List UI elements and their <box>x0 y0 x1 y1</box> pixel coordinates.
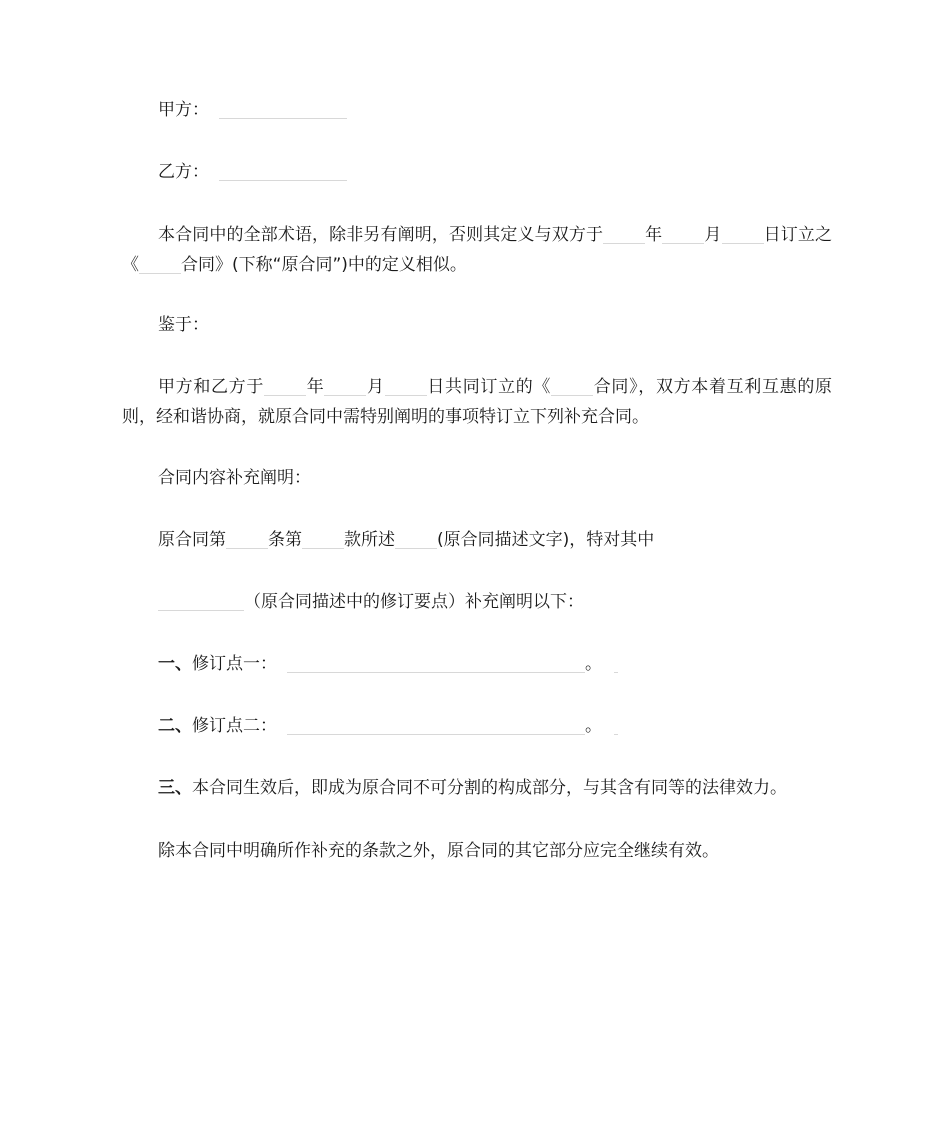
agreement-month: 月 <box>366 377 385 397</box>
terms-day-blank <box>722 225 764 244</box>
terms-contract-blank <box>139 255 181 274</box>
item-2-text: 修订点二： <box>192 716 277 736</box>
terms-year: 年 <box>645 225 663 245</box>
clause-text-1: 原合同第 <box>158 530 226 550</box>
agreement-contract-blank <box>551 377 593 396</box>
item-2-end: 。 <box>585 716 602 736</box>
terms-month: 月 <box>704 225 722 245</box>
party-b-line <box>122 157 868 187</box>
agreement-year-blank <box>264 377 306 396</box>
revision-points-text: （原合同描述中的修订要点）补充阐明以下： <box>244 592 584 612</box>
item-2-trailing-blank <box>614 716 618 735</box>
party-b-label: 乙方： <box>158 162 209 182</box>
closing-text: 除本合同中明确所作补充的条款之外，原合同的其它部分应完全继续有效。 <box>158 841 719 861</box>
revision-points-blank <box>158 592 244 611</box>
whereas-line <box>122 310 868 340</box>
terms-paragraph <box>122 220 832 280</box>
clause-description-blank <box>395 530 437 549</box>
item-1-trailing-blank <box>614 654 618 673</box>
terms-year-blank <box>603 225 645 244</box>
item-1-blank <box>287 654 585 673</box>
party-a-label: 甲方： <box>158 100 209 120</box>
clause-text-4: (原合同描述文字)，特对其中 <box>437 530 655 550</box>
item-1-text: 修订点一： <box>192 654 277 674</box>
terms-text-3: 合同》(下称“原合同”)中的定义相似。 <box>181 255 467 275</box>
party-a-line <box>122 95 868 125</box>
terms-month-blank <box>662 225 704 244</box>
agreement-year: 年 <box>306 377 325 397</box>
agreement-month-blank <box>324 377 366 396</box>
supplement-heading <box>122 463 868 493</box>
terms-text-1: 本合同中的全部术语，除非另有阐明，否则其定义与双方于 <box>158 225 604 245</box>
agreement-text-1: 甲方和乙方于 <box>158 377 265 397</box>
item-2-line <box>122 711 868 741</box>
item-1-number: 一、 <box>158 654 192 674</box>
terms-text-2: 日订立之《 <box>122 225 833 275</box>
whereas-label: 鉴于： <box>158 315 209 335</box>
clause-text-2: 条第 <box>268 530 302 550</box>
item-2-number: 二、 <box>158 716 192 736</box>
agreement-text-2: 日共同订立的《 <box>426 377 552 397</box>
party-a-blank <box>219 100 347 119</box>
item-3-text: 本合同生效后，即成为原合同不可分割的构成部分，与其含有同等的法律效力。 <box>192 778 787 798</box>
item-3-number: 三、 <box>158 778 192 798</box>
agreement-paragraph <box>122 372 832 432</box>
clause-article-blank <box>226 530 268 549</box>
clause-text-3: 款所述 <box>344 530 395 550</box>
revision-points-line <box>122 587 868 617</box>
item-1-end: 。 <box>585 654 602 674</box>
item-3-line <box>122 773 868 803</box>
closing-line <box>122 836 868 866</box>
clause-line <box>122 525 868 555</box>
agreement-day-blank <box>385 377 427 396</box>
item-2-blank <box>287 716 585 735</box>
party-b-blank <box>219 162 347 181</box>
supplement-heading-text: 合同内容补充阐明： <box>158 468 311 488</box>
clause-section-blank <box>302 530 344 549</box>
item-1-line <box>122 649 868 679</box>
agreement-text-3: 合同》，双方本着互利互惠的原则，经和谐协商，就原合同中需特别阐明的事项特订立下列补充合同。 <box>122 377 832 427</box>
